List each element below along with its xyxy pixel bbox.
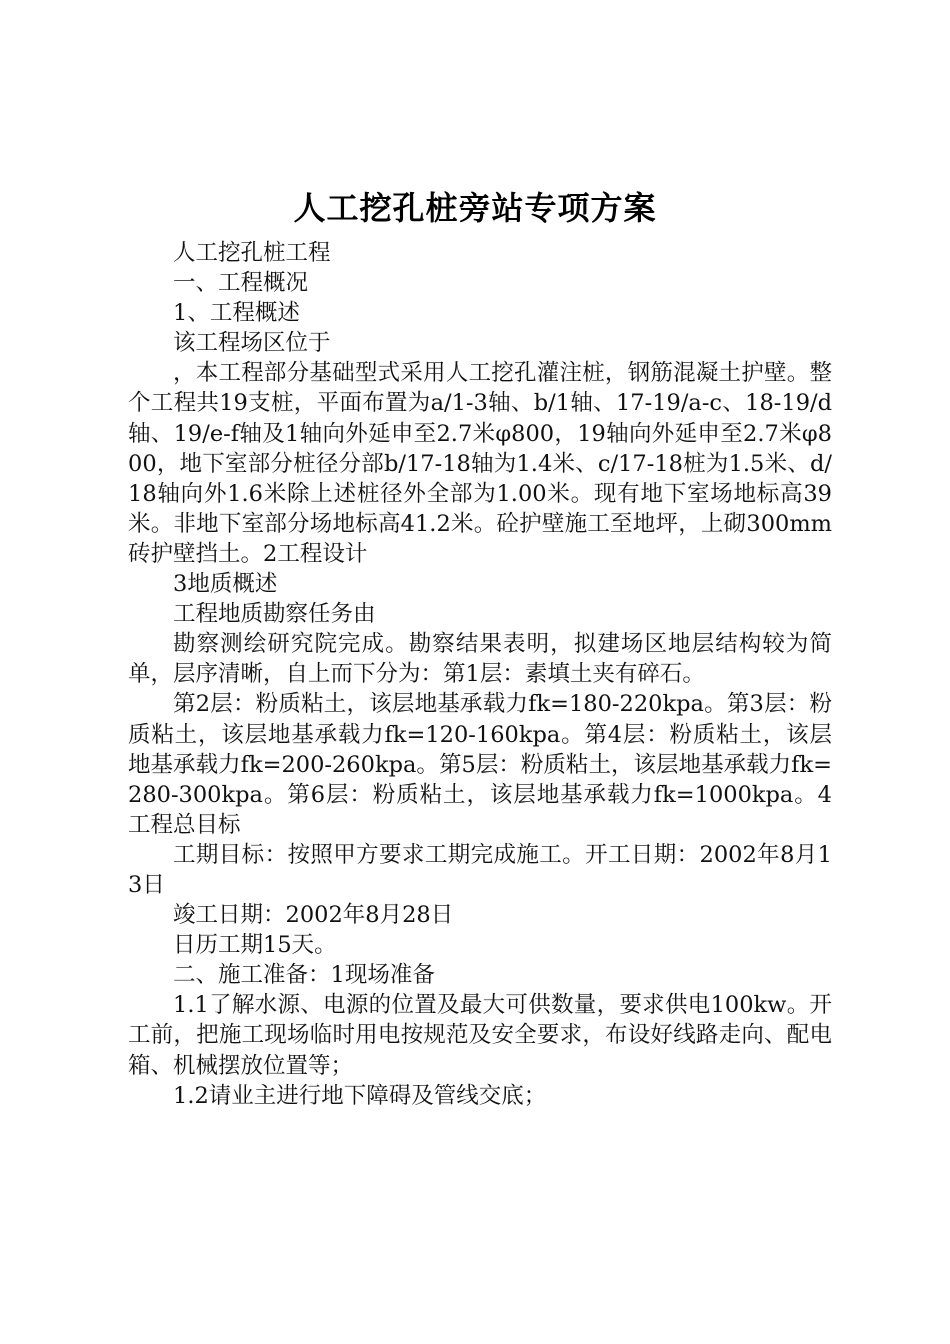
paragraph-underground-handover: 1.2请业主进行地下障碍及管线交底； (173, 1082, 547, 1109)
paragraph-survey-task: 工程地质勘察任务由 (173, 601, 376, 628)
paragraph-water-power: 1.1了解水源、电源的位置及最大可供数量，要求供电100kw。开工前，把施工现场临时用电按规范及安全要求，布设好线路走向、配电箱、机械摆放位置等； (128, 992, 832, 1079)
paragraph-heading-overview: 一、工程概况 (173, 270, 309, 297)
paragraph-heading-geology: 3地质概述 (173, 571, 278, 598)
paragraph-survey-result: 勘察测绘研究院完成。勘察结果表明，拟建场区地层结构较为简单，层序清晰，自上而下分为：第1层：素填土夹有碎石。 (128, 631, 832, 688)
paragraph-calendar-duration: 日历工期15天。 (173, 932, 337, 959)
paragraph-pile-layout: ，本工程部分基础型式采用人工挖孔灌注桩，钢筋混凝土护壁。整个工程共19支桩，平面布置为a/1-3轴、b/1轴、17-19/a-c、18-19/d轴、19/e-f轴及1轴向外延申至2.7米φ800，19轴向外延申至2.7米φ800，地下室部分桩径分部b/17-18轴为1.4米、c/17-18桩为1.5米、d/18轴向外1.6米除上述桩径外全部为1.00米。现有地下室场地标高39米。非地下室部分场地标高41.2米。砼护壁施工至地坪，上砌300mm砖护壁挡土。2工程设计 (128, 360, 832, 567)
paragraph-schedule-target: 工期目标：按照甲方要求工期完成施工。开工日期：2002年8月13日 (128, 841, 832, 898)
paragraph-completion-date: 竣工日期：2002年8月28日 (173, 902, 454, 929)
paragraph-section-title: 人工挖孔桩工程 (173, 240, 331, 266)
paragraph-site-location: 该工程场区位于 (173, 330, 331, 357)
paragraph-heading-project-summary: 1、工程概述 (173, 300, 300, 327)
paragraph-soil-layers: 第2层：粉质粘土，该层地基承载力fk=180-220kpa。第3层：粉质粘土，该层地基承载力fk=120-160kpa。第4层：粉质粘土，该层地基承载力fk=200-260kpa。第5层：粉质粘土，该层地基承载力fk=280-300kpa。第6层：粉质粘土，该层地基承载力fk=1000kpa。4工程总目标 (128, 691, 832, 838)
document-title: 人工挖孔桩旁站专项方案 (293, 189, 657, 227)
document-body (128, 238, 832, 1111)
paragraph-heading-preparation: 二、施工准备：1现场准备 (173, 962, 435, 989)
